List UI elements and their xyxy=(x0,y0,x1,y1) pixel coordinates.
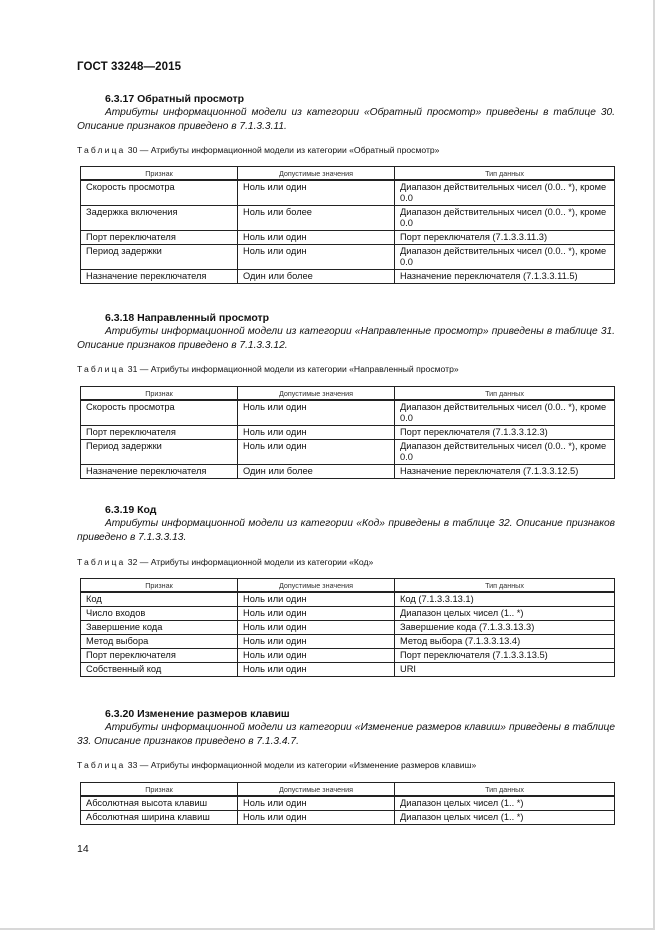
attribute-name-cell: Собственный код xyxy=(81,663,238,677)
table-32-caption xyxy=(77,557,373,568)
table-row xyxy=(81,206,615,231)
column-header: Признак xyxy=(81,579,238,593)
allowed-values-cell: Ноль или один xyxy=(238,440,395,465)
column-header: Признак xyxy=(81,167,238,181)
section-6-3-19 xyxy=(77,504,615,544)
section-6-3-20 xyxy=(77,708,615,748)
table-row xyxy=(81,621,615,635)
column-header: Допустимые значения xyxy=(238,579,395,593)
attribute-name-cell: Назначение переключателя xyxy=(81,465,238,479)
attribute-name-cell: Задержка включения xyxy=(81,206,238,231)
attribute-name-cell: Метод выбора xyxy=(81,635,238,649)
section-title: 6.3.18 Направленный просмотр xyxy=(105,312,270,324)
section-6-3-18 xyxy=(77,312,615,352)
column-header: Тип данных xyxy=(395,579,615,593)
allowed-values-cell: Ноль или один xyxy=(238,400,395,426)
attribute-name-cell: Порт переключателя xyxy=(81,231,238,245)
table-32 xyxy=(80,578,615,677)
section-description: Атрибуты информационной модели из категории «Обратный просмотр» приведены в таблице 30. Описание признаков приведено в 7.1.3.3.11. xyxy=(77,107,615,132)
allowed-values-cell: Ноль или один xyxy=(238,592,395,607)
allowed-values-cell: Ноль или один xyxy=(238,607,395,621)
data-type-cell: Порт переключателя (7.1.3.3.13.5) xyxy=(395,649,615,663)
attribute-name-cell: Абсолютная ширина клавиш xyxy=(81,811,238,825)
data-type-cell: URI xyxy=(395,663,615,677)
section-description: Атрибуты информационной модели из категории «Код» приведены в таблице 32. Описание признаков приведено в 7.1.3.3.13. xyxy=(77,518,615,543)
table-33 xyxy=(80,782,615,825)
data-type-cell: Метод выбора (7.1.3.3.13.4) xyxy=(395,635,615,649)
column-header: Признак xyxy=(81,783,238,797)
section-description: Атрибуты информационной модели из категории «Изменение размеров клавиш» приведены в таблице 33. Описание признаков приведено в 7.1.3.4.7. xyxy=(77,722,615,747)
data-type-cell: Порт переключателя (7.1.3.3.12.3) xyxy=(395,426,615,440)
table-row xyxy=(81,649,615,663)
data-type-cell: Назначение переключателя (7.1.3.3.12.5) xyxy=(395,465,615,479)
allowed-values-cell: Ноль или один xyxy=(238,811,395,825)
table-caption-text: 32 — Атрибуты информационной модели из категории «Код» xyxy=(127,557,374,567)
attribute-name-cell: Порт переключателя xyxy=(81,649,238,663)
table-30 xyxy=(80,166,615,284)
attribute-name-cell: Порт переключателя xyxy=(81,426,238,440)
allowed-values-cell: Ноль или один xyxy=(238,245,395,270)
table-row xyxy=(81,400,615,426)
table-31 xyxy=(80,386,615,479)
data-type-cell: Диапазон действительных чисел (0.0.. *), кроме 0.0 xyxy=(395,400,615,426)
attribute-name-cell: Число входов xyxy=(81,607,238,621)
data-type-cell: Код (7.1.3.3.13.1) xyxy=(395,592,615,607)
allowed-values-cell: Ноль или один xyxy=(238,621,395,635)
table-row xyxy=(81,811,615,825)
data-type-cell: Диапазон действительных чисел (0.0.. *), кроме 0.0 xyxy=(395,245,615,270)
page-number: 14 xyxy=(77,843,89,855)
table-33-caption xyxy=(77,760,476,771)
attribute-name-cell: Код xyxy=(81,592,238,607)
allowed-values-cell: Ноль или один xyxy=(238,635,395,649)
allowed-values-cell: Один или более xyxy=(238,465,395,479)
allowed-values-cell: Один или более xyxy=(238,270,395,284)
table-30-caption xyxy=(77,145,439,156)
allowed-values-cell: Ноль или более xyxy=(238,206,395,231)
attribute-name-cell: Скорость просмотра xyxy=(81,180,238,206)
table-row xyxy=(81,231,615,245)
section-title: 6.3.19 Код xyxy=(105,504,157,516)
table-row xyxy=(81,270,615,284)
table-label: Таблица xyxy=(77,760,126,770)
table-caption-text: 33 — Атрибуты информационной модели из категории «Изменение размеров клавиш» xyxy=(127,760,477,770)
table-label: Таблица xyxy=(77,145,126,155)
table-row xyxy=(81,465,615,479)
section-title: 6.3.17 Обратный просмотр xyxy=(105,93,245,105)
allowed-values-cell: Ноль или один xyxy=(238,796,395,811)
attribute-name-cell: Период задержки xyxy=(81,440,238,465)
table-row xyxy=(81,426,615,440)
column-header: Допустимые значения xyxy=(238,387,395,401)
table-label: Таблица xyxy=(77,557,126,567)
data-type-cell: Диапазон действительных чисел (0.0.. *), кроме 0.0 xyxy=(395,440,615,465)
table-row xyxy=(81,663,615,677)
table-caption-text: 30 — Атрибуты информационной модели из категории «Обратный просмотр» xyxy=(127,145,440,155)
data-type-cell: Порт переключателя (7.1.3.3.11.3) xyxy=(395,231,615,245)
allowed-values-cell: Ноль или один xyxy=(238,231,395,245)
table-row xyxy=(81,180,615,206)
table-row xyxy=(81,592,615,607)
column-header: Тип данных xyxy=(395,167,615,181)
table-caption-text: 31 — Атрибуты информационной модели из категории «Направленный просмотр» xyxy=(127,364,459,374)
allowed-values-cell: Ноль или один xyxy=(238,663,395,677)
data-type-cell: Завершение кода (7.1.3.3.13.3) xyxy=(395,621,615,635)
column-header: Допустимые значения xyxy=(238,783,395,797)
table-row xyxy=(81,607,615,621)
table-header-row xyxy=(81,579,615,593)
data-type-cell: Диапазон целых чисел (1.. *) xyxy=(395,607,615,621)
document-header: ГОСТ 33248—2015 xyxy=(77,61,182,73)
attribute-name-cell: Период задержки xyxy=(81,245,238,270)
column-header: Допустимые значения xyxy=(238,167,395,181)
table-label: Таблица xyxy=(77,364,126,374)
table-header-row xyxy=(81,167,615,181)
section-description: Атрибуты информационной модели из категории «Направленные просмотр» приведены в таблице 31. Описание признаков приведено в 7.1.3.3.12. xyxy=(77,326,615,351)
table-row xyxy=(81,245,615,270)
column-header: Тип данных xyxy=(395,783,615,797)
allowed-values-cell: Ноль или один xyxy=(238,649,395,663)
table-row xyxy=(81,440,615,465)
table-row xyxy=(81,796,615,811)
section-6-3-17 xyxy=(77,93,615,133)
table-row xyxy=(81,635,615,649)
data-type-cell: Диапазон действительных чисел (0.0.. *), кроме 0.0 xyxy=(395,180,615,206)
column-header: Признак xyxy=(81,387,238,401)
allowed-values-cell: Ноль или один xyxy=(238,426,395,440)
data-type-cell: Диапазон целых чисел (1.. *) xyxy=(395,796,615,811)
attribute-name-cell: Назначение переключателя xyxy=(81,270,238,284)
table-header-row xyxy=(81,783,615,797)
data-type-cell: Диапазон целых чисел (1.. *) xyxy=(395,811,615,825)
attribute-name-cell: Завершение кода xyxy=(81,621,238,635)
attribute-name-cell: Скорость просмотра xyxy=(81,400,238,426)
table-header-row xyxy=(81,387,615,401)
section-title: 6.3.20 Изменение размеров клавиш xyxy=(105,708,290,720)
column-header: Тип данных xyxy=(395,387,615,401)
data-type-cell: Назначение переключателя (7.1.3.3.11.5) xyxy=(395,270,615,284)
data-type-cell: Диапазон действительных чисел (0.0.. *), кроме 0.0 xyxy=(395,206,615,231)
allowed-values-cell: Ноль или один xyxy=(238,180,395,206)
attribute-name-cell: Абсолютная высота клавиш xyxy=(81,796,238,811)
table-31-caption xyxy=(77,364,459,375)
